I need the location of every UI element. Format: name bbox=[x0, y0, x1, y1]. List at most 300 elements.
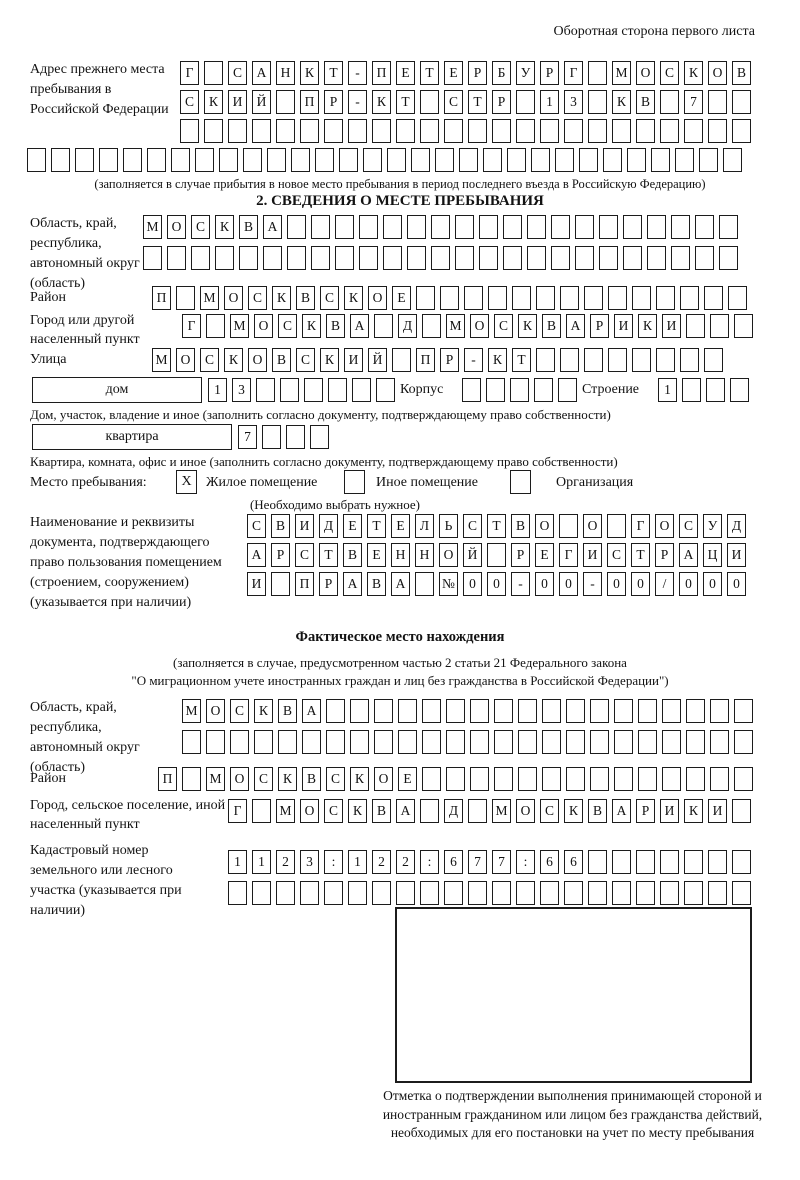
char-cell[interactable] bbox=[588, 90, 607, 114]
char-cell[interactable] bbox=[518, 730, 537, 754]
char-cell[interactable] bbox=[534, 378, 553, 402]
char-cell[interactable] bbox=[732, 799, 751, 823]
char-cell[interactable]: А bbox=[252, 61, 271, 85]
char-cell[interactable] bbox=[575, 215, 594, 239]
char-cell[interactable] bbox=[686, 314, 705, 338]
char-cell[interactable] bbox=[182, 730, 201, 754]
char-cell[interactable] bbox=[335, 246, 354, 270]
char-cell[interactable] bbox=[206, 314, 225, 338]
char-cell[interactable] bbox=[675, 148, 694, 172]
char-cell[interactable] bbox=[614, 767, 633, 791]
char-cell[interactable]: К bbox=[612, 90, 631, 114]
char-cell[interactable]: Е bbox=[392, 286, 411, 310]
char-cell[interactable]: Т bbox=[487, 514, 506, 538]
char-cell[interactable]: М bbox=[152, 348, 171, 372]
char-cell[interactable] bbox=[27, 148, 46, 172]
char-cell[interactable] bbox=[599, 215, 618, 239]
char-cell[interactable]: В bbox=[588, 799, 607, 823]
char-cell[interactable]: А bbox=[396, 799, 415, 823]
char-cell[interactable]: С bbox=[191, 215, 210, 239]
char-cell[interactable]: И bbox=[708, 799, 727, 823]
char-cell[interactable]: 7 bbox=[684, 90, 703, 114]
char-cell[interactable] bbox=[228, 881, 247, 905]
char-cell[interactable] bbox=[398, 699, 417, 723]
char-cell[interactable] bbox=[300, 881, 319, 905]
char-cell[interactable]: - bbox=[348, 90, 367, 114]
char-cell[interactable] bbox=[215, 246, 234, 270]
char-cell[interactable] bbox=[566, 767, 585, 791]
char-cell[interactable]: И bbox=[583, 543, 602, 567]
char-cell[interactable] bbox=[147, 148, 166, 172]
char-cell[interactable] bbox=[171, 148, 190, 172]
char-cell[interactable]: Т bbox=[468, 90, 487, 114]
char-cell[interactable]: Й bbox=[463, 543, 482, 567]
char-cell[interactable]: В bbox=[343, 543, 362, 567]
char-cell[interactable]: - bbox=[464, 348, 483, 372]
char-cell[interactable] bbox=[540, 119, 559, 143]
char-cell[interactable]: И bbox=[614, 314, 633, 338]
char-cell[interactable]: А bbox=[247, 543, 266, 567]
char-cell[interactable] bbox=[656, 286, 675, 310]
char-cell[interactable]: 0 bbox=[487, 572, 506, 596]
char-cell[interactable] bbox=[531, 148, 550, 172]
char-cell[interactable] bbox=[566, 730, 585, 754]
char-cell[interactable] bbox=[695, 246, 714, 270]
char-cell[interactable] bbox=[623, 246, 642, 270]
char-cell[interactable] bbox=[732, 90, 751, 114]
char-cell[interactable] bbox=[686, 730, 705, 754]
char-cell[interactable] bbox=[422, 767, 441, 791]
char-cell[interactable] bbox=[662, 767, 681, 791]
char-cell[interactable]: В bbox=[239, 215, 258, 239]
char-cell[interactable]: О bbox=[254, 314, 273, 338]
char-cell[interactable]: И bbox=[228, 90, 247, 114]
char-cell[interactable] bbox=[280, 378, 299, 402]
char-cell[interactable] bbox=[376, 378, 395, 402]
char-cell[interactable] bbox=[614, 699, 633, 723]
char-cell[interactable] bbox=[479, 246, 498, 270]
char-cell[interactable] bbox=[647, 246, 666, 270]
char-cell[interactable]: 3 bbox=[300, 850, 319, 874]
char-cell[interactable] bbox=[271, 572, 290, 596]
checkbox-other-premise[interactable] bbox=[344, 470, 365, 494]
char-cell[interactable]: А bbox=[263, 215, 282, 239]
char-cell[interactable] bbox=[608, 348, 627, 372]
char-cell[interactable] bbox=[507, 148, 526, 172]
char-cell[interactable]: И bbox=[660, 799, 679, 823]
char-cell[interactable]: К bbox=[638, 314, 657, 338]
char-cell[interactable]: К bbox=[488, 348, 507, 372]
char-cell[interactable] bbox=[470, 699, 489, 723]
char-cell[interactable] bbox=[719, 215, 738, 239]
char-cell[interactable]: К bbox=[300, 61, 319, 85]
char-cell[interactable]: К bbox=[350, 767, 369, 791]
char-cell[interactable]: Л bbox=[415, 514, 434, 538]
char-cell[interactable] bbox=[662, 699, 681, 723]
char-cell[interactable]: М bbox=[230, 314, 249, 338]
char-cell[interactable]: С bbox=[254, 767, 273, 791]
char-cell[interactable]: Р bbox=[540, 61, 559, 85]
char-cell[interactable] bbox=[708, 90, 727, 114]
char-cell[interactable]: : bbox=[324, 850, 343, 874]
char-cell[interactable] bbox=[468, 799, 487, 823]
char-cell[interactable]: О bbox=[535, 514, 554, 538]
char-cell[interactable] bbox=[99, 148, 118, 172]
char-cell[interactable]: Р bbox=[655, 543, 674, 567]
char-cell[interactable] bbox=[612, 850, 631, 874]
char-cell[interactable] bbox=[662, 730, 681, 754]
char-cell[interactable] bbox=[167, 246, 186, 270]
char-cell[interactable] bbox=[372, 119, 391, 143]
char-cell[interactable] bbox=[730, 378, 749, 402]
char-cell[interactable] bbox=[684, 119, 703, 143]
char-cell[interactable]: 0 bbox=[631, 572, 650, 596]
char-cell[interactable] bbox=[564, 881, 583, 905]
char-cell[interactable]: У bbox=[703, 514, 722, 538]
char-cell[interactable] bbox=[444, 881, 463, 905]
char-cell[interactable]: К bbox=[518, 314, 537, 338]
char-cell[interactable] bbox=[710, 699, 729, 723]
char-cell[interactable]: А bbox=[566, 314, 585, 338]
char-cell[interactable] bbox=[470, 767, 489, 791]
char-cell[interactable] bbox=[304, 378, 323, 402]
char-cell[interactable] bbox=[527, 215, 546, 239]
char-cell[interactable]: В bbox=[636, 90, 655, 114]
char-cell[interactable] bbox=[516, 90, 535, 114]
char-cell[interactable] bbox=[660, 850, 679, 874]
char-cell[interactable] bbox=[444, 119, 463, 143]
char-cell[interactable]: № bbox=[439, 572, 458, 596]
char-cell[interactable] bbox=[680, 286, 699, 310]
char-cell[interactable] bbox=[176, 286, 195, 310]
char-cell[interactable]: К bbox=[224, 348, 243, 372]
char-cell[interactable] bbox=[191, 246, 210, 270]
apartment-type-field[interactable]: квартира bbox=[32, 424, 232, 450]
char-cell[interactable] bbox=[682, 378, 701, 402]
char-cell[interactable] bbox=[708, 850, 727, 874]
char-cell[interactable] bbox=[686, 767, 705, 791]
char-cell[interactable]: Е bbox=[398, 767, 417, 791]
char-cell[interactable] bbox=[267, 148, 286, 172]
char-cell[interactable] bbox=[462, 378, 481, 402]
char-cell[interactable]: В bbox=[542, 314, 561, 338]
char-cell[interactable] bbox=[396, 119, 415, 143]
char-cell[interactable]: О bbox=[516, 799, 535, 823]
char-cell[interactable] bbox=[374, 699, 393, 723]
char-cell[interactable]: 6 bbox=[564, 850, 583, 874]
char-cell[interactable]: Р bbox=[468, 61, 487, 85]
char-cell[interactable] bbox=[660, 119, 679, 143]
char-cell[interactable] bbox=[638, 730, 657, 754]
char-cell[interactable] bbox=[542, 730, 561, 754]
char-cell[interactable]: 0 bbox=[463, 572, 482, 596]
char-cell[interactable]: 0 bbox=[703, 572, 722, 596]
char-cell[interactable]: О bbox=[368, 286, 387, 310]
char-cell[interactable] bbox=[710, 767, 729, 791]
char-cell[interactable]: И bbox=[295, 514, 314, 538]
char-cell[interactable]: 6 bbox=[444, 850, 463, 874]
char-cell[interactable] bbox=[608, 286, 627, 310]
char-cell[interactable]: Т bbox=[512, 348, 531, 372]
char-cell[interactable]: С bbox=[200, 348, 219, 372]
char-cell[interactable] bbox=[143, 246, 162, 270]
char-cell[interactable] bbox=[488, 286, 507, 310]
char-cell[interactable] bbox=[719, 246, 738, 270]
char-cell[interactable] bbox=[704, 348, 723, 372]
char-cell[interactable] bbox=[566, 699, 585, 723]
char-cell[interactable] bbox=[483, 148, 502, 172]
char-cell[interactable] bbox=[392, 348, 411, 372]
char-cell[interactable] bbox=[614, 730, 633, 754]
char-cell[interactable] bbox=[636, 881, 655, 905]
char-cell[interactable]: 7 bbox=[238, 425, 257, 449]
char-cell[interactable] bbox=[512, 286, 531, 310]
char-cell[interactable]: О bbox=[224, 286, 243, 310]
char-cell[interactable] bbox=[627, 148, 646, 172]
char-cell[interactable] bbox=[278, 730, 297, 754]
char-cell[interactable]: О bbox=[655, 514, 674, 538]
char-cell[interactable] bbox=[464, 286, 483, 310]
char-cell[interactable]: В bbox=[272, 348, 291, 372]
char-cell[interactable]: : bbox=[420, 850, 439, 874]
char-cell[interactable] bbox=[311, 215, 330, 239]
char-cell[interactable] bbox=[732, 119, 751, 143]
char-cell[interactable] bbox=[732, 881, 751, 905]
char-cell[interactable] bbox=[699, 148, 718, 172]
char-cell[interactable] bbox=[328, 378, 347, 402]
char-cell[interactable]: С bbox=[540, 799, 559, 823]
char-cell[interactable] bbox=[352, 378, 371, 402]
char-cell[interactable] bbox=[486, 378, 505, 402]
char-cell[interactable]: Д bbox=[319, 514, 338, 538]
char-cell[interactable]: С bbox=[180, 90, 199, 114]
char-cell[interactable]: К bbox=[684, 799, 703, 823]
char-cell[interactable]: А bbox=[679, 543, 698, 567]
char-cell[interactable]: К bbox=[272, 286, 291, 310]
char-cell[interactable]: У bbox=[516, 61, 535, 85]
char-cell[interactable]: В bbox=[302, 767, 321, 791]
char-cell[interactable]: В bbox=[278, 699, 297, 723]
char-cell[interactable]: Е bbox=[343, 514, 362, 538]
char-cell[interactable] bbox=[706, 378, 725, 402]
char-cell[interactable] bbox=[636, 850, 655, 874]
char-cell[interactable] bbox=[407, 215, 426, 239]
char-cell[interactable] bbox=[579, 148, 598, 172]
char-cell[interactable] bbox=[204, 119, 223, 143]
char-cell[interactable] bbox=[300, 119, 319, 143]
char-cell[interactable]: Г bbox=[228, 799, 247, 823]
char-cell[interactable] bbox=[734, 730, 753, 754]
char-cell[interactable] bbox=[407, 246, 426, 270]
char-cell[interactable]: М bbox=[492, 799, 511, 823]
char-cell[interactable] bbox=[684, 881, 703, 905]
char-cell[interactable]: Т bbox=[631, 543, 650, 567]
char-cell[interactable] bbox=[206, 730, 225, 754]
char-cell[interactable] bbox=[518, 767, 537, 791]
char-cell[interactable] bbox=[708, 119, 727, 143]
char-cell[interactable] bbox=[252, 799, 271, 823]
char-cell[interactable] bbox=[256, 378, 275, 402]
char-cell[interactable]: М bbox=[182, 699, 201, 723]
char-cell[interactable] bbox=[710, 314, 729, 338]
char-cell[interactable]: 2 bbox=[372, 850, 391, 874]
char-cell[interactable] bbox=[446, 730, 465, 754]
char-cell[interactable] bbox=[710, 730, 729, 754]
char-cell[interactable] bbox=[734, 314, 753, 338]
char-cell[interactable]: К bbox=[215, 215, 234, 239]
char-cell[interactable]: 3 bbox=[564, 90, 583, 114]
char-cell[interactable]: Т bbox=[396, 90, 415, 114]
char-cell[interactable] bbox=[455, 246, 474, 270]
char-cell[interactable]: С bbox=[660, 61, 679, 85]
char-cell[interactable]: 1 bbox=[252, 850, 271, 874]
char-cell[interactable] bbox=[612, 881, 631, 905]
char-cell[interactable]: 1 bbox=[348, 850, 367, 874]
char-cell[interactable]: С bbox=[679, 514, 698, 538]
char-cell[interactable] bbox=[584, 348, 603, 372]
char-cell[interactable]: С bbox=[247, 514, 266, 538]
char-cell[interactable] bbox=[348, 881, 367, 905]
char-cell[interactable]: Г bbox=[564, 61, 583, 85]
char-cell[interactable]: Г bbox=[180, 61, 199, 85]
char-cell[interactable]: 0 bbox=[559, 572, 578, 596]
char-cell[interactable] bbox=[286, 425, 305, 449]
char-cell[interactable] bbox=[671, 215, 690, 239]
char-cell[interactable]: О bbox=[176, 348, 195, 372]
char-cell[interactable] bbox=[612, 119, 631, 143]
char-cell[interactable] bbox=[732, 850, 751, 874]
char-cell[interactable] bbox=[239, 246, 258, 270]
char-cell[interactable] bbox=[383, 246, 402, 270]
char-cell[interactable]: - bbox=[511, 572, 530, 596]
char-cell[interactable]: К bbox=[564, 799, 583, 823]
char-cell[interactable] bbox=[558, 378, 577, 402]
char-cell[interactable] bbox=[383, 215, 402, 239]
char-cell[interactable] bbox=[291, 148, 310, 172]
char-cell[interactable]: С bbox=[295, 543, 314, 567]
char-cell[interactable] bbox=[359, 246, 378, 270]
char-cell[interactable]: П bbox=[300, 90, 319, 114]
char-cell[interactable]: С bbox=[607, 543, 626, 567]
char-cell[interactable]: С bbox=[444, 90, 463, 114]
char-cell[interactable]: Ц bbox=[703, 543, 722, 567]
char-cell[interactable] bbox=[651, 148, 670, 172]
char-cell[interactable]: И bbox=[727, 543, 746, 567]
char-cell[interactable] bbox=[324, 119, 343, 143]
char-cell[interactable]: П bbox=[152, 286, 171, 310]
char-cell[interactable] bbox=[607, 514, 626, 538]
char-cell[interactable]: В bbox=[372, 799, 391, 823]
char-cell[interactable] bbox=[195, 148, 214, 172]
char-cell[interactable]: О bbox=[374, 767, 393, 791]
char-cell[interactable]: О bbox=[439, 543, 458, 567]
char-cell[interactable] bbox=[723, 148, 742, 172]
char-cell[interactable] bbox=[123, 148, 142, 172]
char-cell[interactable]: С bbox=[248, 286, 267, 310]
char-cell[interactable]: Т bbox=[324, 61, 343, 85]
char-cell[interactable]: Р bbox=[440, 348, 459, 372]
char-cell[interactable] bbox=[536, 348, 555, 372]
char-cell[interactable] bbox=[416, 286, 435, 310]
char-cell[interactable] bbox=[647, 215, 666, 239]
char-cell[interactable]: Р bbox=[492, 90, 511, 114]
char-cell[interactable]: И bbox=[247, 572, 266, 596]
char-cell[interactable] bbox=[374, 314, 393, 338]
char-cell[interactable] bbox=[350, 699, 369, 723]
char-cell[interactable] bbox=[540, 881, 559, 905]
char-cell[interactable] bbox=[671, 246, 690, 270]
char-cell[interactable] bbox=[372, 881, 391, 905]
char-cell[interactable] bbox=[387, 148, 406, 172]
char-cell[interactable]: Т bbox=[319, 543, 338, 567]
char-cell[interactable] bbox=[339, 148, 358, 172]
char-cell[interactable] bbox=[494, 767, 513, 791]
char-cell[interactable] bbox=[276, 881, 295, 905]
char-cell[interactable]: Т bbox=[420, 61, 439, 85]
char-cell[interactable] bbox=[684, 850, 703, 874]
char-cell[interactable]: Е bbox=[535, 543, 554, 567]
char-cell[interactable] bbox=[324, 881, 343, 905]
char-cell[interactable]: М bbox=[143, 215, 162, 239]
char-cell[interactable] bbox=[252, 881, 271, 905]
char-cell[interactable]: О bbox=[583, 514, 602, 538]
char-cell[interactable] bbox=[704, 286, 723, 310]
char-cell[interactable]: О bbox=[167, 215, 186, 239]
char-cell[interactable]: А bbox=[350, 314, 369, 338]
char-cell[interactable] bbox=[263, 246, 282, 270]
char-cell[interactable] bbox=[660, 881, 679, 905]
char-cell[interactable]: Г bbox=[631, 514, 650, 538]
char-cell[interactable] bbox=[431, 246, 450, 270]
char-cell[interactable]: Р bbox=[636, 799, 655, 823]
char-cell[interactable] bbox=[422, 314, 441, 338]
char-cell[interactable] bbox=[311, 246, 330, 270]
char-cell[interactable]: - bbox=[348, 61, 367, 85]
char-cell[interactable] bbox=[584, 286, 603, 310]
char-cell[interactable] bbox=[446, 699, 465, 723]
char-cell[interactable] bbox=[359, 215, 378, 239]
char-cell[interactable]: К bbox=[344, 286, 363, 310]
char-cell[interactable] bbox=[420, 90, 439, 114]
char-cell[interactable] bbox=[335, 215, 354, 239]
char-cell[interactable]: Е bbox=[367, 543, 386, 567]
char-cell[interactable] bbox=[252, 119, 271, 143]
char-cell[interactable] bbox=[420, 119, 439, 143]
char-cell[interactable]: В bbox=[511, 514, 530, 538]
char-cell[interactable]: Е bbox=[391, 514, 410, 538]
char-cell[interactable]: Р bbox=[324, 90, 343, 114]
char-cell[interactable] bbox=[431, 215, 450, 239]
char-cell[interactable] bbox=[348, 119, 367, 143]
char-cell[interactable]: К bbox=[320, 348, 339, 372]
char-cell[interactable] bbox=[510, 378, 529, 402]
char-cell[interactable]: А bbox=[302, 699, 321, 723]
char-cell[interactable] bbox=[575, 246, 594, 270]
char-cell[interactable]: Р bbox=[590, 314, 609, 338]
char-cell[interactable] bbox=[470, 730, 489, 754]
char-cell[interactable]: Р bbox=[271, 543, 290, 567]
char-cell[interactable] bbox=[660, 90, 679, 114]
char-cell[interactable]: С bbox=[230, 699, 249, 723]
char-cell[interactable] bbox=[440, 286, 459, 310]
char-cell[interactable]: Д bbox=[398, 314, 417, 338]
char-cell[interactable]: П bbox=[372, 61, 391, 85]
char-cell[interactable] bbox=[315, 148, 334, 172]
char-cell[interactable] bbox=[494, 730, 513, 754]
char-cell[interactable] bbox=[398, 730, 417, 754]
char-cell[interactable] bbox=[396, 881, 415, 905]
char-cell[interactable] bbox=[468, 119, 487, 143]
